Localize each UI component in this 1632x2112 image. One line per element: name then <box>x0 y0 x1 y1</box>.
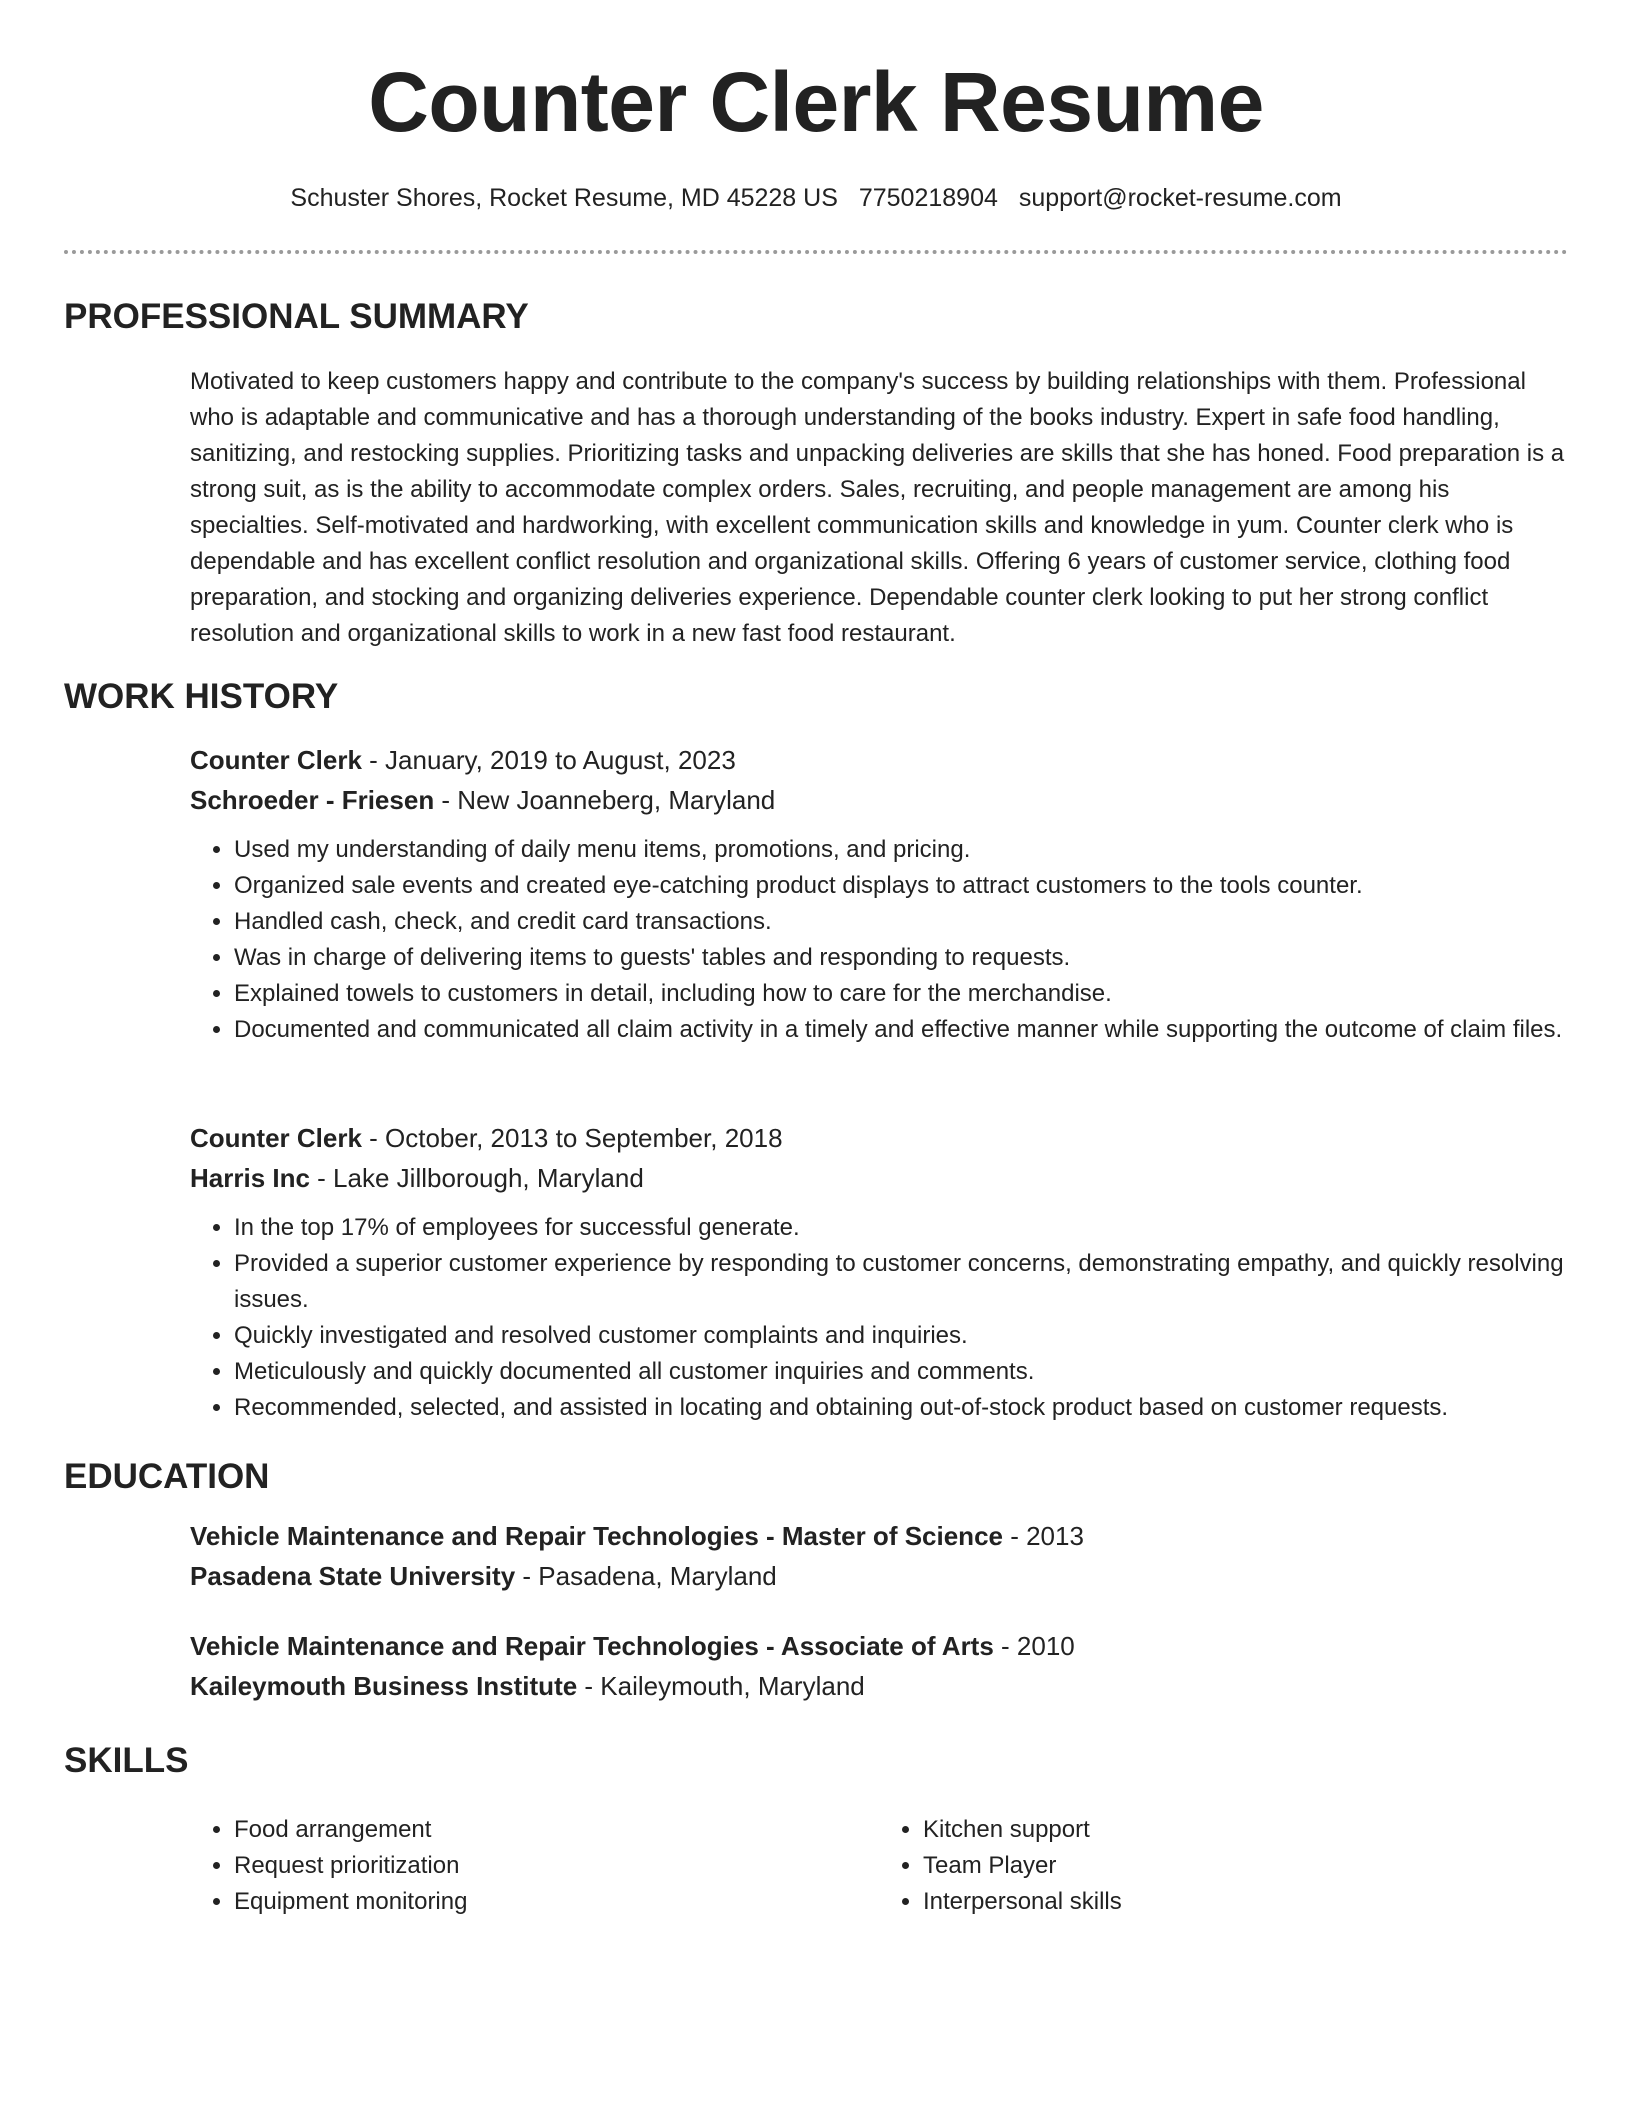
job-bullet: • Recommended, selected, and assisted in locating and obtaining out-of-stock product based on customer requests. <box>234 1390 1568 1426</box>
job-title: Counter Clerk <box>190 1123 362 1153</box>
skills-column-left <box>190 1812 879 1920</box>
skill-item: • Kitchen support <box>923 1812 1568 1848</box>
job-location: - New Joanneberg, Maryland <box>434 785 776 815</box>
job-bullets <box>190 832 1568 1048</box>
job-bullet: • Quickly investigated and resolved customer complaints and inquiries. <box>234 1318 1568 1354</box>
job-title-line <box>190 1118 1568 1158</box>
job-bullet: • Provided a superior customer experience by responding to customer concerns, demonstrating empathy, and quickly resolving issues. <box>234 1246 1568 1318</box>
skill-item: • Food arrangement <box>234 1812 879 1848</box>
job-bullet: • Was in charge of delivering items to guests' tables and responding to requests. <box>234 940 1568 976</box>
education-location: - Pasadena, Maryland <box>515 1561 777 1591</box>
education-degree: Vehicle Maintenance and Repair Technologies - Master of Science <box>190 1521 1003 1551</box>
skill-item: • Interpersonal skills <box>923 1884 1568 1920</box>
skill-item: • Equipment monitoring <box>234 1884 879 1920</box>
education-heading: EDUCATION <box>64 1457 270 1496</box>
skills-column-right <box>879 1812 1568 1920</box>
education-school-line <box>190 1556 1568 1596</box>
work-history-heading: WORK HISTORY <box>64 677 339 716</box>
job-bullet: • Meticulously and quickly documented all customer inquiries and comments. <box>234 1354 1568 1390</box>
resume-title: Counter Clerk Resume <box>368 55 1264 149</box>
contact-email: support@rocket-resume.com <box>1018 184 1342 212</box>
education-school: Pasadena State University <box>190 1561 516 1591</box>
job-entry <box>190 740 1568 1048</box>
summary-heading: PROFESSIONAL SUMMARY <box>64 297 529 336</box>
job-bullet: • Explained towels to customers in detail, including how to care for the merchandise. <box>234 976 1568 1012</box>
education-entry <box>190 1626 1568 1706</box>
education-location: - Kaileymouth, Maryland <box>577 1671 865 1701</box>
job-company-line <box>190 1158 1568 1198</box>
education-entry <box>190 1516 1568 1596</box>
job-location: - Lake Jillborough, Maryland <box>309 1163 644 1193</box>
job-bullet: • Documented and communicated all claim activity in a timely and effective manner while supporting the outcome of claim files. <box>234 1012 1568 1048</box>
job-title-line <box>190 740 1568 780</box>
contact-line <box>64 182 1568 214</box>
job-dates: - October, 2013 to September, 2018 <box>361 1123 783 1153</box>
education-year: - 2010 <box>993 1631 1075 1661</box>
job-bullet: • In the top 17% of employees for successful generate. <box>234 1210 1568 1246</box>
education-school-line <box>190 1666 1568 1706</box>
contact-phone: 7750218904 <box>858 184 998 212</box>
job-bullet: • Used my understanding of daily menu items, promotions, and pricing. <box>234 832 1568 868</box>
education-year: - 2013 <box>1002 1521 1084 1551</box>
skills-list <box>190 1812 1568 1920</box>
job-company: Harris Inc <box>190 1163 310 1193</box>
job-title: Counter Clerk <box>190 745 362 775</box>
skill-item: • Team Player <box>923 1848 1568 1884</box>
skill-item: • Request prioritization <box>234 1848 879 1884</box>
job-bullet: • Handled cash, check, and credit card transactions. <box>234 904 1568 940</box>
job-dates: - January, 2019 to August, 2023 <box>361 745 736 775</box>
skills-heading: SKILLS <box>64 1741 189 1780</box>
job-company: Schroeder - Friesen <box>190 785 435 815</box>
job-company-line <box>190 780 1568 820</box>
job-entry <box>190 1118 1568 1426</box>
summary-text: Motivated to keep customers happy and contribute to the company's success by building relationships with them. Professional who is adaptable and communicative and has a thorough understanding of the books industry. Expert in safe food handling, sanitizing, and restocking supplies. Prioritizing tasks and unpacking deliveries are skills that she has honed. Food preparation is a strong suit, as is the ability to accommodate complex orders. Sales, recruiting, and people management are among his specialties. Self-motivated and hardworking, with excellent communication skills and knowledge in yum. Counter clerk who is dependable and has excellent conflict resolution and organizational skills. Offering 6 years of customer service, clothing food preparation, and stocking and organizing deliveries experience. Dependable counter clerk looking to put her strong conflict resolution and organizational skills to work in a new fast food restaurant. <box>190 368 1565 647</box>
job-bullets <box>190 1210 1568 1426</box>
header-divider <box>64 250 1568 254</box>
job-bullet: • Organized sale events and created eye-catching product displays to attract customers to the tools counter. <box>234 868 1568 904</box>
education-degree: Vehicle Maintenance and Repair Technologies - Associate of Arts <box>190 1631 994 1661</box>
education-school: Kaileymouth Business Institute <box>190 1671 578 1701</box>
education-degree-line <box>190 1626 1568 1666</box>
education-degree-line <box>190 1516 1568 1556</box>
contact-address: Schuster Shores, Rocket Resume, MD 45228 US <box>290 184 838 212</box>
